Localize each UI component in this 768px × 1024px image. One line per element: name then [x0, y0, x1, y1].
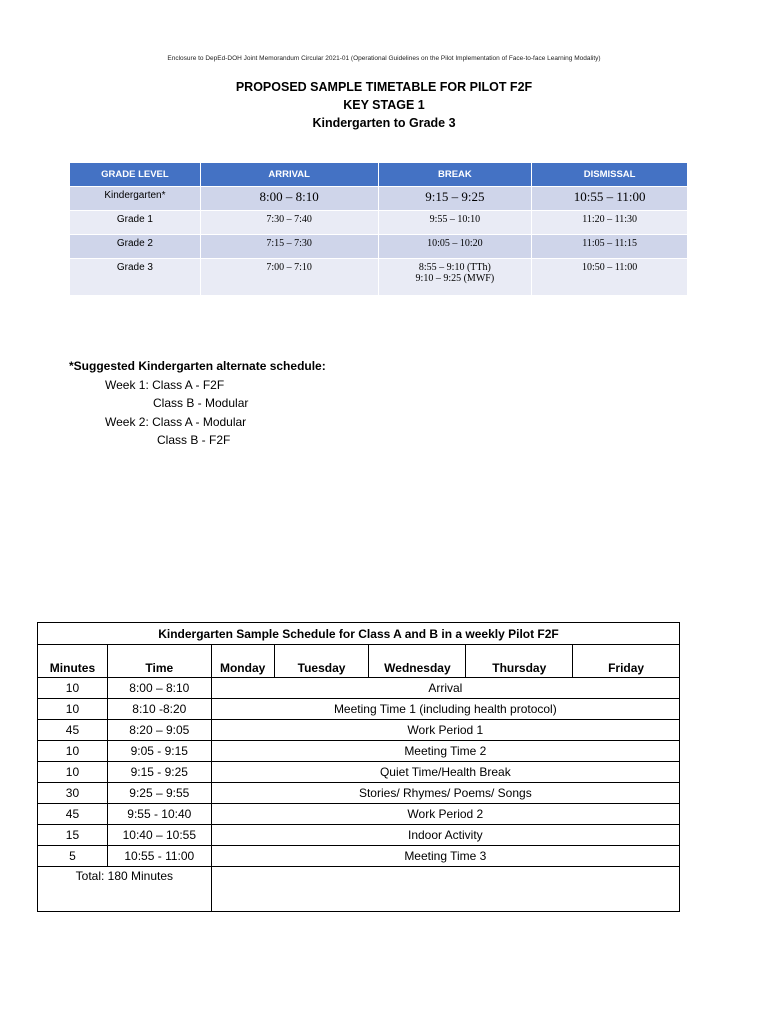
schedule-row — [38, 804, 680, 825]
break-line-tth: 8:55 – 9:10 (TTh) — [418, 262, 491, 273]
timetable-header-row — [70, 163, 688, 187]
row-time: 8:00 – 8:10 — [107, 678, 211, 699]
note-week2-class-a: Week 2: Class A - Modular — [105, 414, 247, 429]
schedule-row — [38, 720, 680, 741]
header-thursday: Thursday — [466, 645, 573, 678]
title-line-1: PROPOSED SAMPLE TIMETABLE FOR PILOT F2F — [235, 80, 533, 94]
schedule-row — [38, 783, 680, 804]
row-activity: Indoor Activity — [211, 825, 679, 846]
timetable-table — [69, 162, 688, 296]
cell-break: 9:55 – 10:10 — [378, 211, 532, 235]
kindergarten-alternate-note — [69, 357, 326, 450]
note-week1-class-b: Class B - Modular — [153, 396, 249, 410]
row-time: 8:20 – 9:05 — [107, 720, 211, 741]
header-minutes: Minutes — [38, 645, 108, 678]
header-time: Time — [107, 645, 211, 678]
title-line-2: KEY STAGE 1 — [343, 98, 425, 112]
header-grade-level: GRADE LEVEL — [70, 163, 201, 187]
row-minutes: 10 — [38, 678, 108, 699]
row-time: 10:40 – 10:55 — [107, 825, 211, 846]
row-minutes: 10 — [38, 741, 108, 762]
enclosure-caption: Enclosure to DepEd-DOH Joint Memorandum Circular 2021-01 (Operational Guidelines on the Pilot Implementation of Face-to-face Learning Modality) — [167, 55, 601, 62]
cell-grade: Kindergarten* — [70, 187, 201, 211]
cell-dismissal: 11:20 – 11:30 — [532, 211, 688, 235]
row-time: 9:25 – 9:55 — [107, 783, 211, 804]
cell-grade: Grade 1 — [70, 211, 201, 235]
header-monday: Monday — [211, 645, 274, 678]
schedule-row — [38, 825, 680, 846]
total-minutes: Total: 180 Minutes — [38, 867, 212, 912]
row-activity: Meeting Time 2 — [211, 741, 679, 762]
cell-dismissal: 11:05 – 11:15 — [532, 235, 688, 259]
title-line-3: Kindergarten to Grade 3 — [312, 116, 456, 130]
row-minutes: 5 — [38, 846, 108, 867]
cell-break: 9:15 – 9:25 — [378, 187, 532, 211]
schedule-row — [38, 762, 680, 783]
row-activity: Stories/ Rhymes/ Poems/ Songs — [211, 783, 679, 804]
cell-arrival: 7:30 – 7:40 — [200, 211, 378, 235]
row-minutes: 10 — [38, 699, 108, 720]
cell-arrival: 7:00 – 7:10 — [200, 259, 378, 296]
row-time: 9:55 - 10:40 — [107, 804, 211, 825]
schedule-row — [38, 846, 680, 867]
total-empty-cell — [211, 867, 679, 912]
schedule-total-row — [38, 867, 680, 912]
cell-dismissal: 10:55 – 11:00 — [532, 187, 688, 211]
cell-break: 10:05 – 10:20 — [378, 235, 532, 259]
row-activity: Meeting Time 1 (including health protocol) — [211, 699, 679, 720]
header-break: BREAK — [378, 163, 532, 187]
note-week2-class-b: Class B - F2F — [157, 433, 231, 447]
row-activity: Arrival — [211, 678, 679, 699]
header-wednesday: Wednesday — [369, 645, 466, 678]
row-activity: Work Period 1 — [211, 720, 679, 741]
timetable-row — [70, 235, 688, 259]
document-titles — [0, 78, 768, 132]
schedule-row — [38, 678, 680, 699]
schedule-title: Kindergarten Sample Schedule for Class A and B in a weekly Pilot F2F — [38, 623, 680, 645]
row-minutes: 10 — [38, 762, 108, 783]
schedule-header-row — [38, 645, 680, 678]
row-activity: Work Period 2 — [211, 804, 679, 825]
cell-arrival: 8:00 – 8:10 — [200, 187, 378, 211]
break-line-mwf: 9:10 – 9:25 (MWF) — [415, 273, 495, 284]
header-dismissal: DISMISSAL — [532, 163, 688, 187]
row-time: 9:15 - 9:25 — [107, 762, 211, 783]
cell-grade: Grade 3 — [70, 259, 201, 296]
row-activity: Meeting Time 3 — [211, 846, 679, 867]
row-activity: Quiet Time/Health Break — [211, 762, 679, 783]
cell-break — [378, 259, 532, 296]
cell-grade: Grade 2 — [70, 235, 201, 259]
row-minutes: 15 — [38, 825, 108, 846]
cell-dismissal: 10:50 – 11:00 — [532, 259, 688, 296]
timetable-row — [70, 211, 688, 235]
header-tuesday: Tuesday — [274, 645, 369, 678]
header-arrival: ARRIVAL — [200, 163, 378, 187]
row-time: 10:55 - 11:00 — [107, 846, 211, 867]
schedule-title-row — [38, 623, 680, 645]
row-minutes: 45 — [38, 804, 108, 825]
header-friday: Friday — [573, 645, 680, 678]
row-time: 8:10 -8:20 — [107, 699, 211, 720]
kindergarten-schedule-table — [37, 622, 680, 912]
schedule-row — [38, 741, 680, 762]
timetable-row — [70, 259, 688, 296]
row-time: 9:05 - 9:15 — [107, 741, 211, 762]
row-minutes: 45 — [38, 720, 108, 741]
row-minutes: 30 — [38, 783, 108, 804]
cell-arrival: 7:15 – 7:30 — [200, 235, 378, 259]
note-week1-class-a: Week 1: Class A - F2F — [105, 377, 225, 392]
timetable-row — [70, 187, 688, 211]
schedule-row — [38, 699, 680, 720]
note-heading: *Suggested Kindergarten alternate schedule: — [69, 359, 326, 373]
